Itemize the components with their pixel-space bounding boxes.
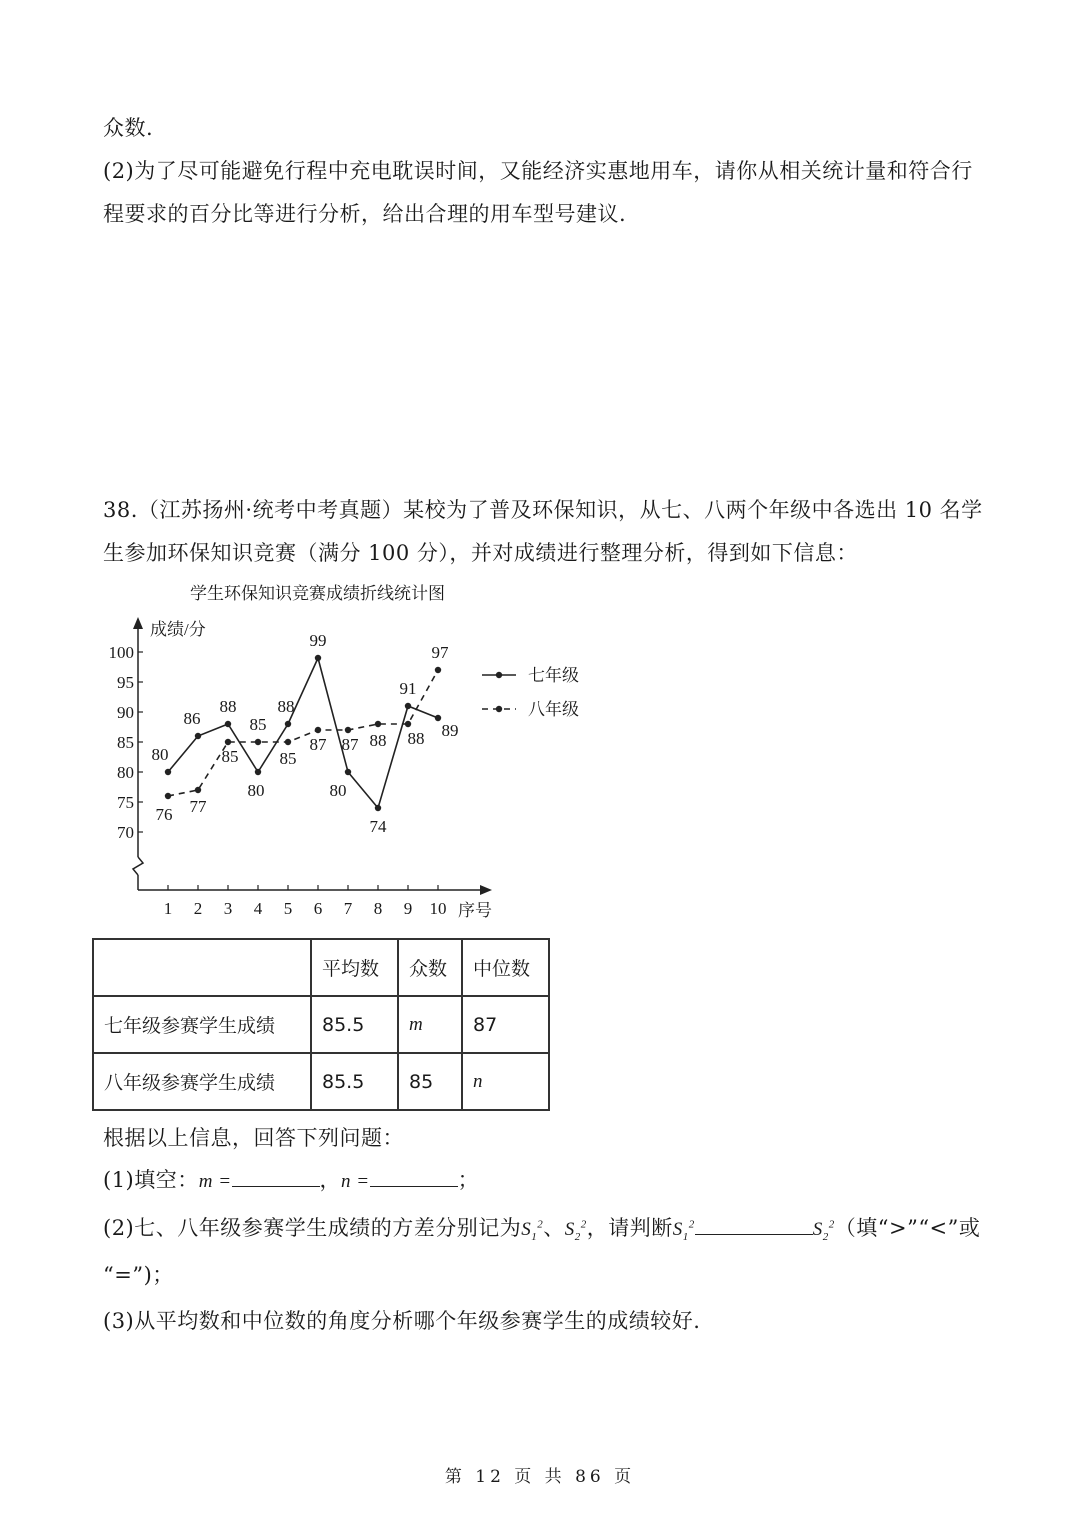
question-2-line-1: (2)为了尽可能避免行程中充电耽误时间，又能经济实惠地用车，请你从相关统计量和符合行 (103, 159, 973, 183)
data-label: 91 (399, 679, 417, 698)
part-2-prefix: (2)七、八年级参赛学生成绩的方差分别记为 (103, 1216, 522, 1240)
x-tick-label: 7 (343, 899, 353, 918)
data-label: 87 (341, 735, 359, 754)
x-tick-label: 2 (193, 899, 203, 918)
data-label: 80 (151, 745, 169, 764)
data-point (195, 787, 201, 793)
y-tick-label: 90 (117, 703, 134, 722)
chart-axes (133, 617, 492, 920)
data-point (195, 733, 201, 739)
cell-mean: 85.5 (311, 1053, 398, 1110)
data-point (255, 739, 261, 745)
data-label: 97 (431, 643, 449, 662)
part-2-line-1 (103, 1212, 980, 1243)
semicolon: ； (457, 1168, 480, 1192)
data-label: 85 (221, 747, 239, 766)
axis-break (133, 857, 143, 875)
cell-mode: 85 (398, 1053, 462, 1110)
data-label: 87 (309, 735, 327, 754)
cell-mode: m (398, 996, 462, 1053)
data-point (285, 721, 291, 727)
data-point (435, 667, 441, 673)
judge-text: ，请判断 (586, 1216, 673, 1240)
data-label: 88 (219, 697, 237, 716)
data-point (405, 721, 411, 727)
data-label: 88 (407, 729, 425, 748)
separator: ， (319, 1168, 342, 1192)
x-tick-label: 5 (283, 899, 293, 918)
part-2-line-2: “=”)； (103, 1263, 174, 1287)
question-38-line-2: 生参加环保知识竞赛（满分 100 分），并对成绩进行整理分析，得到如下信息： (103, 541, 858, 565)
data-point (375, 721, 381, 727)
y-tick-label: 70 (117, 823, 134, 842)
y-tick-label: 85 (117, 733, 134, 752)
data-point (375, 805, 381, 811)
part-1-prefix: (1)填空： (103, 1168, 199, 1192)
data-point (315, 655, 321, 661)
data-label: 76 (155, 805, 173, 824)
table-header-empty (93, 939, 311, 996)
variance-s2: $S_2^2$ (564, 1218, 587, 1243)
cell-median: 87 (462, 996, 549, 1053)
y-tick-label: 95 (117, 673, 134, 692)
row-label: 七年级参赛学生成绩 (93, 996, 311, 1053)
data-label: 88 (369, 731, 387, 750)
data-label: 86 (183, 709, 201, 728)
x-tick-label: 6 (313, 899, 323, 918)
legend-marker (496, 672, 502, 678)
question-2-line-2: 程要求的百分比等进行分析，给出合理的用车型号建议. (103, 202, 627, 226)
data-point (315, 727, 321, 733)
variance-s1: $S_1^2$ (521, 1218, 544, 1243)
data-point (165, 793, 171, 799)
data-label: 88 (277, 697, 295, 716)
x-tick-label: 9 (403, 899, 413, 918)
data-label: 80 (329, 781, 347, 800)
x-tick-label: 1 (163, 899, 173, 918)
y-tick-label: 80 (117, 763, 134, 782)
table-row (93, 1053, 549, 1110)
instructions: 根据以上信息，回答下列问题： (103, 1126, 404, 1150)
x-tick-label: 4 (253, 899, 263, 918)
data-point (405, 703, 411, 709)
x-axis-label: 序号 (458, 901, 492, 920)
var-m-label: m = (198, 1171, 232, 1192)
text-line-mode: 众数. (103, 116, 154, 140)
table-row (93, 996, 549, 1053)
data-point (345, 769, 351, 775)
question-38-line-1: 38.（江苏扬州·统考中考真题）某校为了普及环保知识，从七、八两个年级中各选出 10 名学 (103, 498, 983, 522)
series-line-grade7 (168, 658, 438, 808)
part-3: (3)从平均数和中位数的角度分析哪个年级参赛学生的成绩较好. (103, 1309, 701, 1333)
page-footer: 第 12 页 共 86 页 (444, 1467, 636, 1487)
y-tick-label: 75 (117, 793, 134, 812)
cell-mean: 85.5 (311, 996, 398, 1053)
table-header-mode: 众数 (398, 939, 462, 996)
fill-hint: （填“>”“<”或 (834, 1216, 981, 1240)
enum-comma: 、 (543, 1216, 565, 1240)
data-point (165, 769, 171, 775)
variance-s2-compare: $S_2^2$ (812, 1218, 835, 1243)
chart-title: 学生环保知识竞赛成绩折线统计图 (190, 584, 445, 603)
table-header-row (93, 939, 549, 996)
y-axis-arrow (133, 617, 143, 629)
series-line-grade8 (168, 670, 438, 796)
y-axis-label: 成绩/分 (150, 620, 206, 639)
data-point (225, 739, 231, 745)
data-label: 85 (279, 749, 297, 768)
table-header-median: 中位数 (462, 939, 549, 996)
data-point (225, 721, 231, 727)
row-label: 八年级参赛学生成绩 (93, 1053, 311, 1110)
data-label: 77 (189, 797, 207, 816)
x-axis-arrow (480, 885, 492, 895)
answer-blank-m[interactable] (232, 1166, 320, 1187)
var-n-label: n = (341, 1171, 370, 1192)
data-point (255, 769, 261, 775)
legend-grade7: 七年级 (528, 666, 579, 685)
table-header-mean: 平均数 (311, 939, 398, 996)
x-tick-label: 8 (373, 899, 383, 918)
data-label: 99 (309, 631, 327, 650)
x-tick-label: 3 (223, 899, 233, 918)
data-label: 89 (441, 721, 459, 740)
part-1-fill-blank (103, 1164, 479, 1194)
legend-grade8: 八年级 (528, 700, 579, 719)
data-point (435, 715, 441, 721)
x-tick-label: 10 (429, 899, 447, 918)
line-chart (100, 575, 620, 925)
variance-s1-compare: $S_1^2$ (672, 1218, 695, 1243)
data-point (285, 739, 291, 745)
answer-blank-compare[interactable] (695, 1214, 813, 1235)
data-label: 85 (249, 715, 267, 734)
cell-median: n (462, 1053, 549, 1110)
data-label: 80 (247, 781, 265, 800)
data-label: 74 (369, 817, 387, 836)
statistics-table (92, 938, 550, 1111)
answer-blank-n[interactable] (370, 1166, 458, 1187)
y-tick-label: 100 (108, 643, 134, 662)
data-point (345, 727, 351, 733)
legend-marker (496, 706, 502, 712)
